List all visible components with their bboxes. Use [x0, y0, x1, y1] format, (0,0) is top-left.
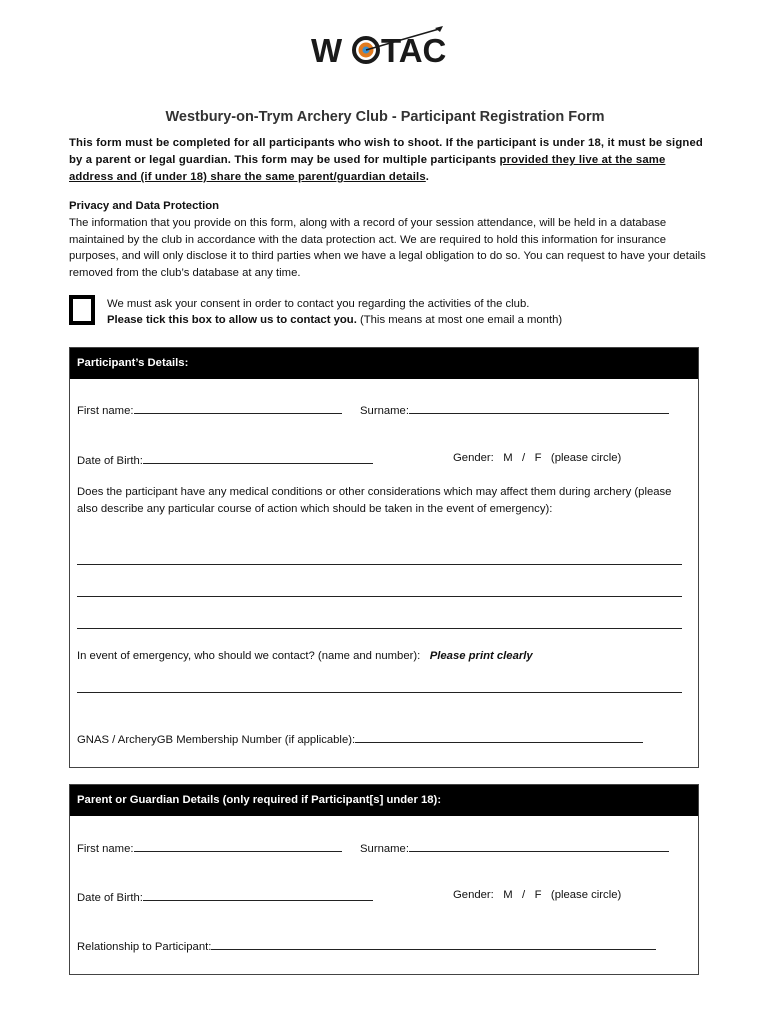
privacy-heading: Privacy and Data Protection	[69, 200, 220, 212]
participant-first-name-row: First name:	[77, 402, 342, 417]
participant-first-name-field[interactable]	[134, 402, 342, 414]
consent-checkbox[interactable]	[69, 295, 95, 325]
consent-text-line1: We must ask your consent in order to contact you regarding the activities of the club.	[107, 298, 530, 310]
participant-section-heading: Participant’s Details:	[70, 348, 698, 379]
logo-text-right: TAC	[381, 32, 447, 69]
membership-number-field[interactable]	[355, 731, 643, 743]
consent-text-line2: Please tick this box to allow us to contact you. (This means at most one email a month)	[107, 314, 563, 326]
relationship-field[interactable]	[211, 938, 656, 950]
participant-details-section	[69, 347, 699, 768]
guardian-first-name-field[interactable]	[134, 840, 342, 852]
participant-surname-row: Surname:	[360, 402, 669, 417]
membership-row: GNAS / ArcheryGB Membership Number (if applicable):	[77, 731, 643, 746]
medical-answer-line-3[interactable]	[77, 628, 682, 629]
guardian-first-name-row: First name:	[77, 840, 342, 855]
guardian-details-section	[69, 784, 699, 975]
wotac-logo	[311, 26, 461, 74]
medical-answer-line-2[interactable]	[77, 596, 682, 597]
intro-text: This form must be completed for all participants who wish to shoot. If the participant is under 18, it must be signed by a parent or legal guardian. This form may be used for multiple participants provided they live at the same address and (if under 18) share the same parent/guardian details.	[69, 137, 703, 183]
guardian-surname-field[interactable]	[409, 840, 669, 852]
guardian-section-heading: Parent or Guardian Details (only required if Participant[s] under 18):	[70, 785, 698, 816]
form-title: Westbury-on-Trym Archery Club - Participant Registration Form	[165, 109, 605, 125]
guardian-dob-field[interactable]	[143, 889, 373, 901]
participant-surname-field[interactable]	[409, 402, 669, 414]
participant-dob-field[interactable]	[143, 452, 373, 464]
emergency-contact-line[interactable]	[77, 692, 682, 693]
medical-answer-line-1[interactable]	[77, 564, 682, 565]
emergency-contact-question: In event of emergency, who should we contact? (name and number): Please print clearly	[77, 650, 533, 662]
participant-dob-row: Date of Birth:	[77, 452, 373, 467]
privacy-body: The information that you provide on this form, along with a record of your session attendance, will be held in a database maintained by the club in accordance with the data protection act. We are required to hold this information for insurance purposes, and will only disclose it to third parties when we have a legal obligation to do so. You can request to have your details removed from the club’s database at any time.	[69, 217, 706, 279]
guardian-surname-row: Surname:	[360, 840, 669, 855]
guardian-dob-row: Date of Birth:	[77, 889, 373, 904]
medical-question: Does the participant have any medical conditions or other considerations which may affect them during archery (please also describe any particular course of action which should be taken in the event of emergency):	[77, 486, 672, 515]
guardian-gender[interactable]: Gender: M / F (please circle)	[453, 889, 622, 901]
relationship-row: Relationship to Participant:	[77, 938, 656, 953]
participant-gender[interactable]: Gender: M / F (please circle)	[453, 452, 622, 464]
logo-text-left: W	[311, 32, 343, 69]
